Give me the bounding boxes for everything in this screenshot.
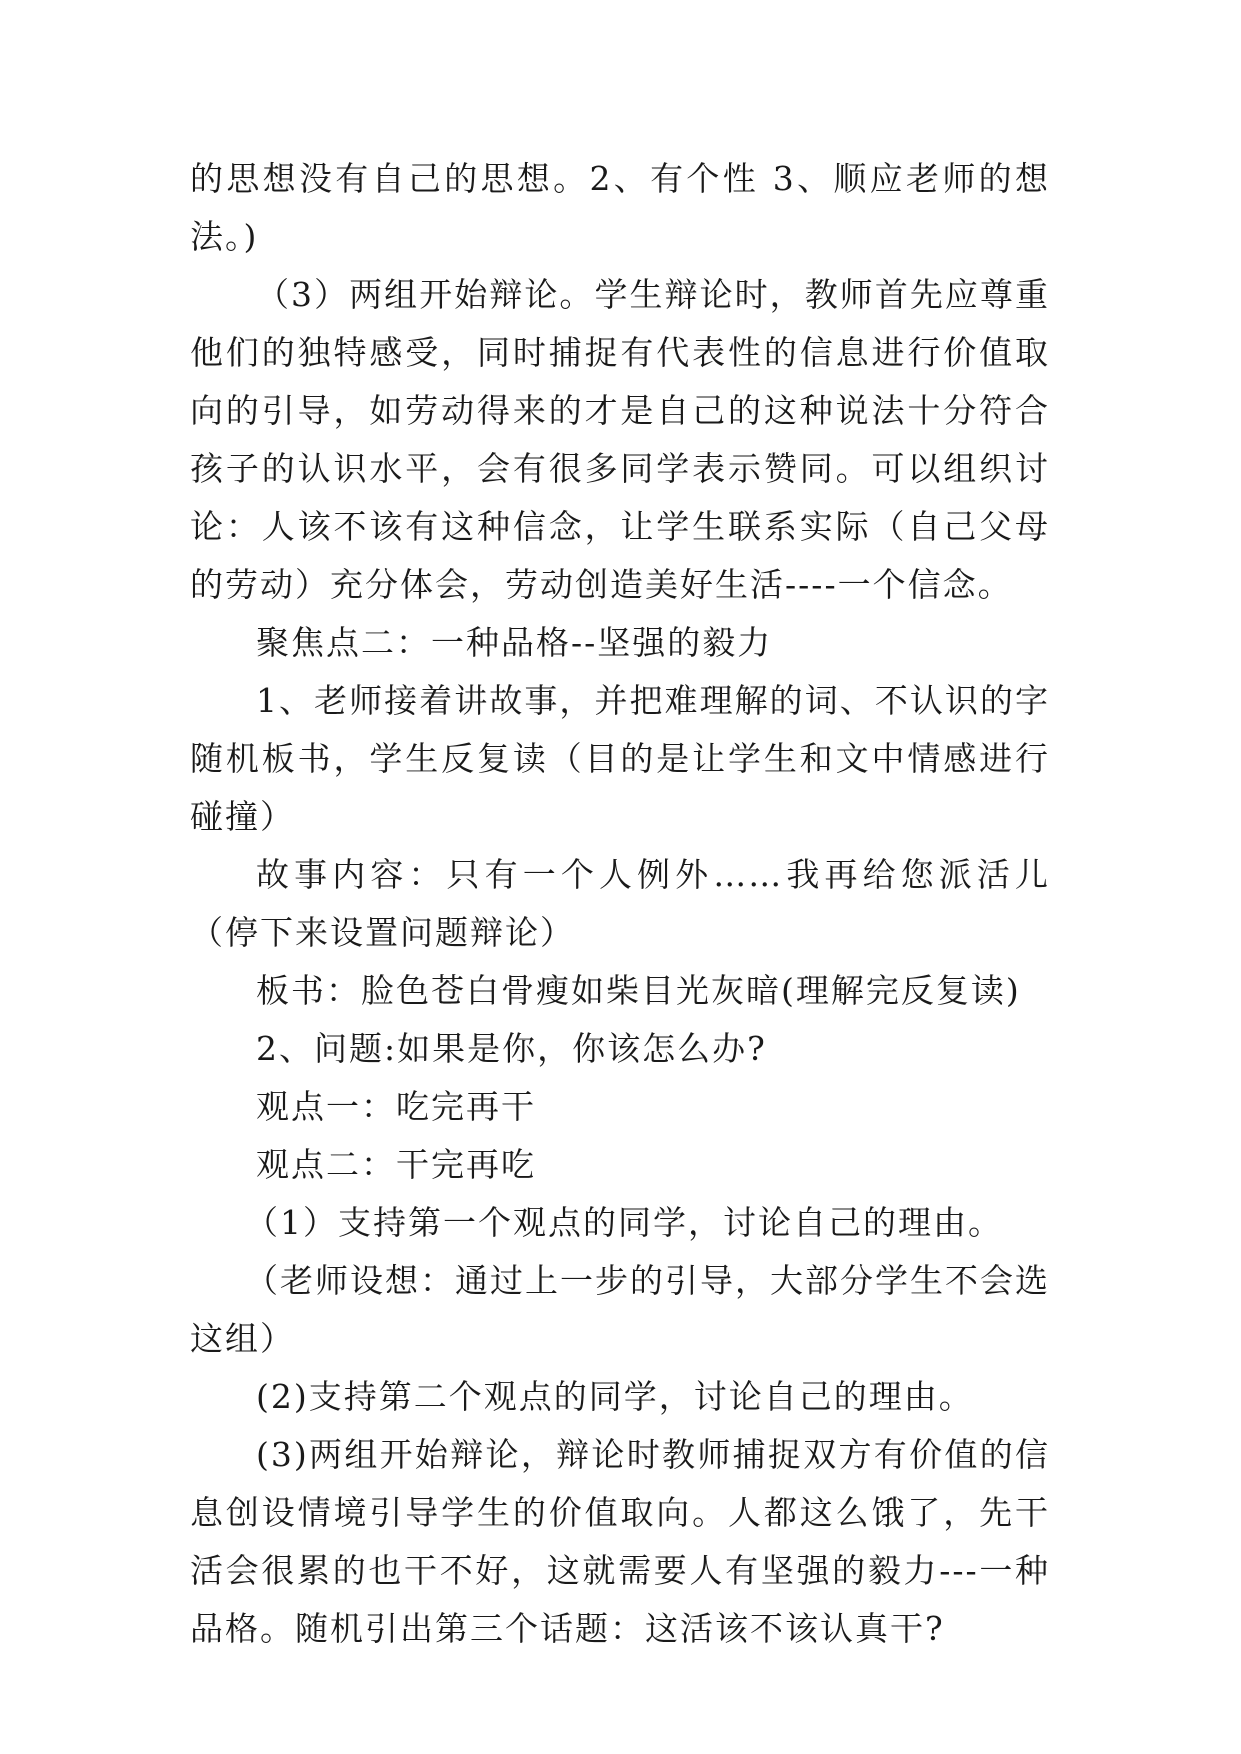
paragraph-question: 2、问题:如果是你，你该怎么办?	[256, 1029, 767, 1068]
paragraph-support-two: (2)支持第二个观点的同学，讨论自己的理由。	[256, 1377, 974, 1416]
paragraph-continuation: 的思想没有自己的思想。2、有个性 3、顺应老师的想法。)	[190, 159, 1050, 256]
paragraph-blackboard: 板书：脸色苍白骨瘦如柴目光灰暗(理解完反复读)	[256, 971, 1021, 1010]
paragraph-debate-step-3: （3）两组开始辩论。学生辩论时，教师首先应尊重他们的独特感受，同时捕捉有代表性的信息进行价值取向的引导，如劳动得来的才是自己的这种说法十分符合孩子的认识水平，会有很多同学表示赞同。可以组织讨论：人该不该有这种信念，让学生联系实际（自己父母的劳动）充分体会，劳动创造美好生活----一个信念。	[190, 275, 1050, 604]
document-body	[190, 150, 1050, 1658]
paragraph-teacher-note: （老师设想：通过上一步的引导，大部分学生不会选这组）	[190, 1261, 1050, 1358]
paragraph-debate-conclusion: (3)两组开始辩论，辩论时教师捕捉双方有价值的信息创设情境引导学生的价值取向。人都这么饿了，先干活会很累的也干不好，这就需要人有坚强的毅力---一种品格。随机引出第三个话题：这活该不该认真干?	[190, 1435, 1050, 1648]
paragraph-support-one: （1）支持第一个观点的同学，讨论自己的理由。	[245, 1203, 1003, 1242]
paragraph-viewpoint-two: 观点二：干完再吃	[256, 1145, 536, 1184]
paragraph-story-content: 故事内容：只有一个人例外……我再给您派活儿（停下来设置问题辩论）	[190, 855, 1050, 952]
section-heading-focus-two: 聚焦点二：一种品格--坚强的毅力	[256, 623, 773, 662]
paragraph-story-step-1: 1、老师接着讲故事，并把难理解的词、不认识的字随机板书，学生反复读（目的是让学生和文中情感进行碰撞）	[190, 681, 1050, 836]
paragraph-viewpoint-one: 观点一：吃完再干	[256, 1087, 536, 1126]
